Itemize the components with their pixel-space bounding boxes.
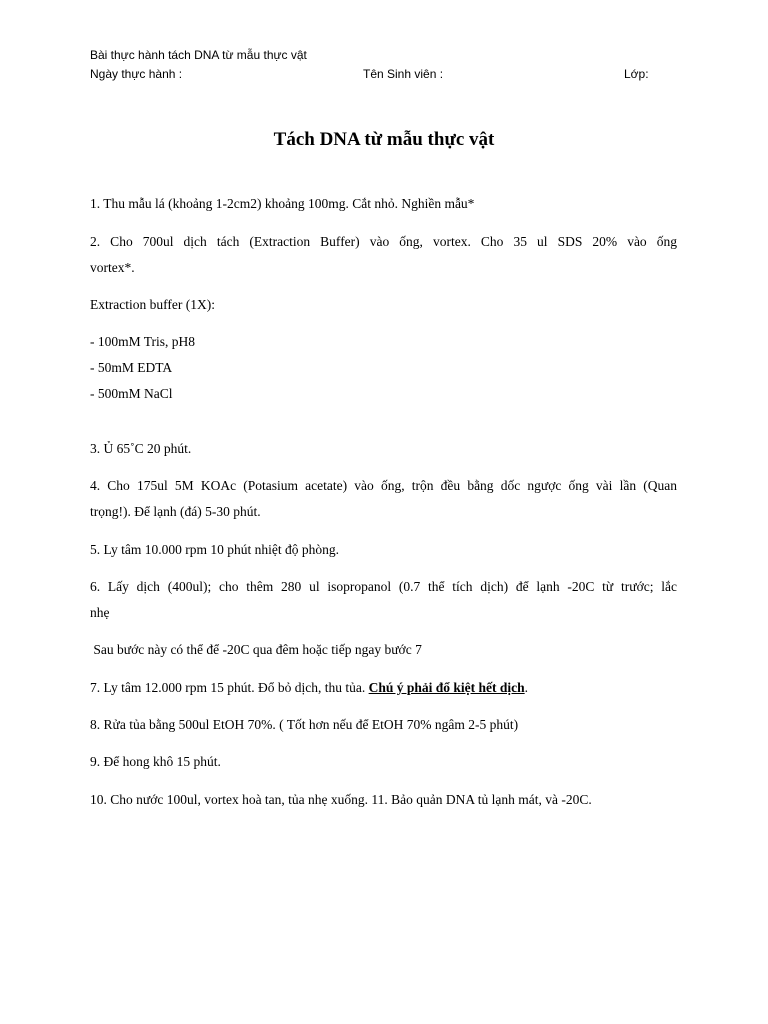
buffer-item-edta: - 50mM EDTA xyxy=(90,360,173,375)
step-8: 8. Rửa tủa bằng 500ul EtOH 70%. ( Tốt hơn nếu để EtOH 70% ngâm 2-5 phút) xyxy=(90,717,519,732)
step-3: 3. Ủ 65˚C 20 phút. xyxy=(90,441,192,456)
step-6-line-1: 6. Lấy dịch (400ul); cho thêm 280 ul isopropanol (0.7 thể tích dịch) để lạnh -20C từ trước; lắc xyxy=(90,579,677,594)
page-title: Tách DNA từ mẫu thực vật xyxy=(273,129,495,150)
step-7-emphasis: Chú ý phải đổ kiệt hết dịch xyxy=(368,680,525,695)
step-6-line-2: nhẹ xyxy=(90,605,110,620)
protocol-body xyxy=(90,0,677,1024)
student-name-label: Tên Sinh viên : xyxy=(363,67,444,81)
step-4-line-1: 4. Cho 175ul 5M KOAc (Potasium acetate) vào ống, trộn đều bằng dốc ngược ống vài lần (Quan xyxy=(90,478,677,493)
step-10: 10. Cho nước 100ul, vortex hoà tan, tủa nhẹ xuống. 11. Bảo quản DNA tủ lạnh mát, và -20C. xyxy=(90,792,592,807)
step-1: 1. Thu mẫu lá (khoảng 1-2cm2) khoảng 100mg. Cắt nhỏ. Nghiền mẫu* xyxy=(90,196,475,211)
step-7-text: 7. Ly tâm 12.000 rpm 15 phút. Đổ bỏ dịch, thu tủa. xyxy=(90,680,369,695)
buffer-heading: Extraction buffer (1X): xyxy=(90,297,215,312)
step-9: 9. Để hong khô 15 phút. xyxy=(90,754,221,769)
buffer-item-tris: - 100mM Tris, pH8 xyxy=(90,334,196,349)
date-label: Ngày thực hành : xyxy=(90,67,183,81)
buffer-item-nacl: - 500mM NaCl xyxy=(90,386,173,401)
class-label: Lớp: xyxy=(624,67,649,81)
step-6-note: Sau bước này có thể để -20C qua đêm hoặc tiếp ngay bước 7 xyxy=(90,642,422,657)
step-7 xyxy=(90,675,677,701)
step-5: 5. Ly tâm 10.000 rpm 10 phút nhiệt độ phòng. xyxy=(90,542,339,557)
step-2-line-2: vortex*. xyxy=(90,260,135,275)
step-4-line-2: trọng!). Để lạnh (đá) 5-30 phút. xyxy=(90,504,261,519)
course-header: Bài thực hành tách DNA từ mẫu thực vật xyxy=(90,48,307,62)
step-7-end: . xyxy=(524,680,529,695)
step-2-line-1: 2. Cho 700ul dịch tách (Extraction Buffer) vào ống, vortex. Cho 35 ul SDS 20% vào ống xyxy=(90,234,677,249)
